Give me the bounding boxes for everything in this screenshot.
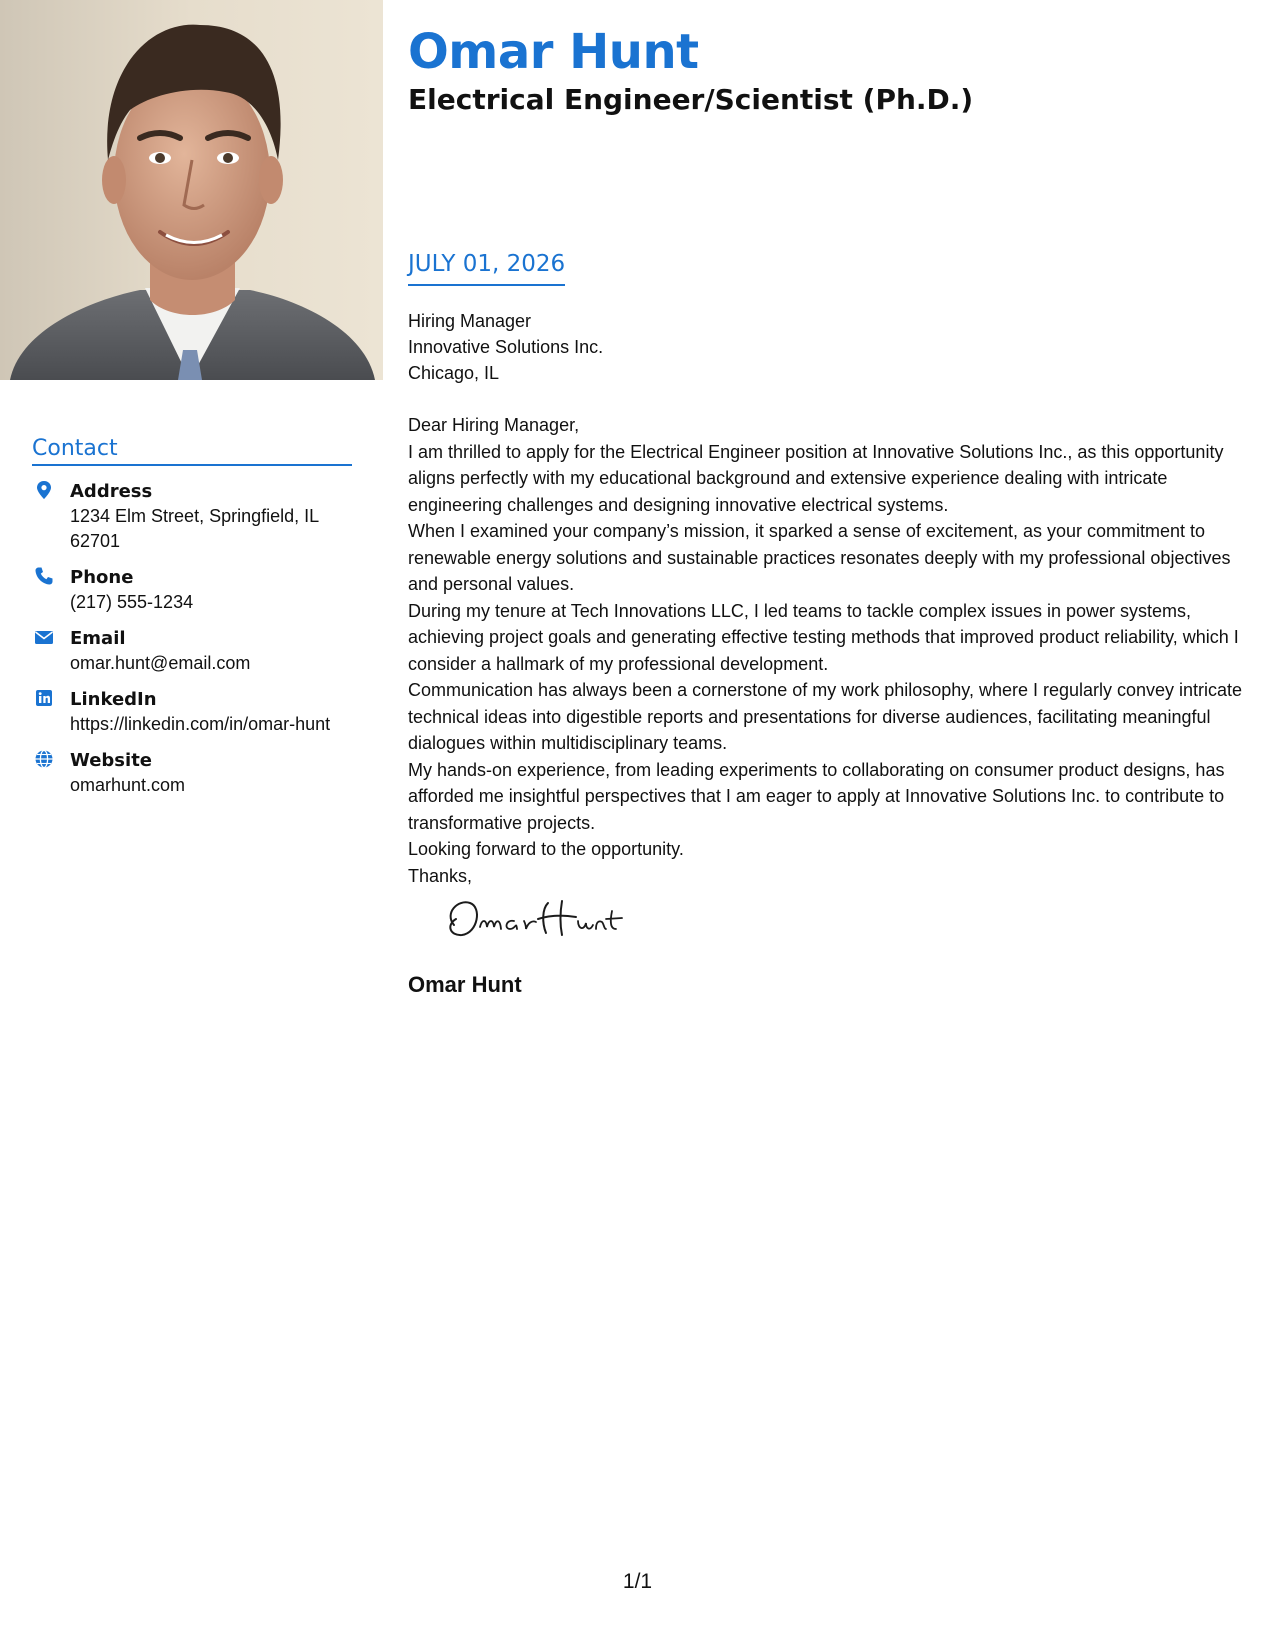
job-title: Electrical Engineer/Scientist (Ph.D.) <box>408 83 974 116</box>
contact-label: LinkedIn <box>70 689 157 710</box>
closing-line: Looking forward to the opportunity. <box>408 839 684 859</box>
paragraph: My hands-on experience, from leading experiments to collaborating on consumer product designs, has afforded me insightful perspectives that I am eager to apply at Innovative Solutions Inc. to contribute to transformative projects. <box>408 759 1225 833</box>
letter-date: JULY 01, 2026 <box>408 248 565 286</box>
envelope-icon <box>34 627 54 647</box>
linkedin-value[interactable]: https://linkedin.com/in/omar-hunt <box>70 714 331 734</box>
page-number: 1/1 <box>622 1570 653 1593</box>
contact-address <box>32 480 352 554</box>
contact-section <box>32 436 352 810</box>
header <box>408 22 1248 118</box>
contact-website <box>32 749 352 798</box>
salutation: Dear Hiring Manager, <box>408 415 580 435</box>
globe-icon <box>34 749 54 769</box>
signer-name: Omar Hunt <box>408 972 522 997</box>
contact-label: Address <box>70 481 153 502</box>
handwritten-signature <box>438 889 1248 949</box>
profile-photo <box>0 0 383 380</box>
sign-off: Thanks, <box>408 865 473 886</box>
letter-body <box>408 308 1248 999</box>
phone-icon <box>34 566 54 586</box>
recipient-line: Chicago, IL <box>408 363 500 383</box>
recipient-block <box>408 308 1248 386</box>
contact-label: Email <box>70 628 126 649</box>
contact-heading: Contact <box>32 436 352 466</box>
paragraph: When I examined your company’s mission, it sparked a sense of excitement, as your commitment to renewable energy solutions and sustainable practices resonates deeply with my professional objectives and personal values. <box>408 521 1231 594</box>
contact-label: Phone <box>70 567 134 588</box>
paragraph: Communication has always been a cornerstone of my work philosophy, where I regularly convey intricate technical ideas into digestible reports and presentations for diverse audiences, facilitating meaningful dialogues within multidisciplinary teams. <box>408 680 1243 753</box>
paragraph: During my tenure at Tech Innovations LLC, I led teams to tackle complex issues in power systems, achieving project goals and generating effective testing methods that improved product reliability, which I consider a hallmark of my professional development. <box>408 600 1239 674</box>
map-pin-icon <box>34 480 54 500</box>
contact-linkedin <box>32 688 352 737</box>
website-value[interactable]: omarhunt.com <box>70 775 186 795</box>
email-value[interactable]: omar.hunt@email.com <box>70 653 251 673</box>
contact-phone <box>32 566 352 615</box>
recipient-line: Hiring Manager <box>408 311 532 331</box>
linkedin-icon <box>34 688 54 708</box>
paragraph: I am thrilled to apply for the Electrical Engineer position at Innovative Solutions Inc., as this opportunity aligns perfectly with my educational background and extensive experience dealing with intricate engineering challenges and designing innovative electrical systems. <box>408 441 1224 515</box>
contact-label: Website <box>70 750 153 771</box>
applicant-name: Omar Hunt <box>408 24 699 80</box>
letter-date-block <box>408 248 565 286</box>
address-value: 1234 Elm Street, Springfield, IL 62701 <box>70 506 319 551</box>
phone-value: (217) 555-1234 <box>70 592 194 612</box>
contact-email <box>32 627 352 676</box>
recipient-line: Innovative Solutions Inc. <box>408 337 604 357</box>
